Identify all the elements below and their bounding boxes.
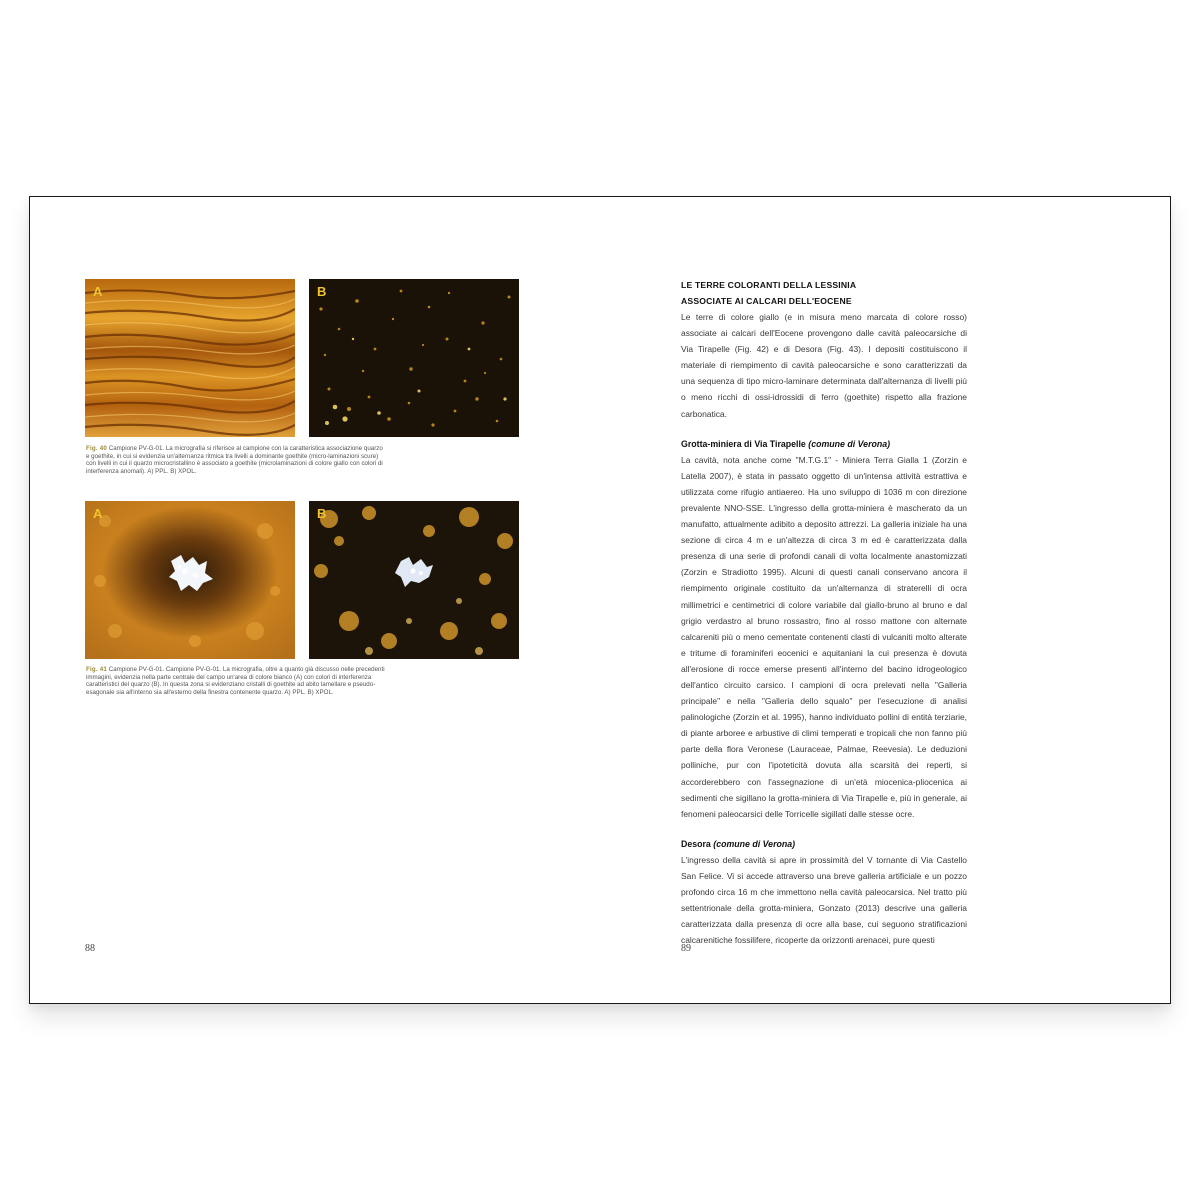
right-page-text — [681, 277, 967, 948]
figure-41-caption — [86, 666, 386, 696]
section-title: Desora — [681, 838, 711, 849]
micrograph-41b — [309, 501, 519, 659]
caption-text: Campione PV-G-01. Campione PV-G-01. La micrografia, oltre a quanto già discusso nelle precedenti immagini, evidenzia nella parte centrale del campo un'area di colore bianco (A) con colori di interferenza caratteristici del quarzo (B). In questa zona si evidenziano cristalli di goethite ad abito lamellare e pseudo-esagonale sia all'interno sia all'esterno della finestra contenente quarzo. A) PPL. B) XPOL. — [86, 666, 385, 696]
panel-label-a: A — [93, 284, 103, 299]
caption-text: Campione PV-G-01. La micrografia si riferisce al campione con la caratteristica associazione quarzo e goethite, in cui si evidenzia un'alternanza ritmica tra livelli a dominante goethite (micro-laminazioni scure) con livelli in cui il quarzo microcristallino è associato a goethite (microlaminazioni di colore giallo con colori di interferenza anomali). A) PPL. B) XPOL. — [86, 445, 383, 475]
section-heading-desora — [681, 836, 967, 852]
micrograph-41a — [85, 501, 295, 659]
section-heading-tirapelle — [681, 436, 967, 452]
panel-label-b: B — [317, 506, 327, 521]
desora-paragraph: L'ingresso della cavità si apre in prossimità del V tornante di Via Castello San Felice. Vi si accede attraverso una breve galleria artificiale e un pozzo profondo circa 16 m che immettono nella cavità paleocarsica. Nel tratto più settentrionale della grotta-miniera, Gonzato (2013) descrive una galleria caratterizzata dalla presenza di ocre alla base, cui seguono stratificazioni calcarenitiche fossilifere, ricoperte da orizzonti arenacei, pure questi — [681, 854, 967, 946]
chapter-heading-line-2: ASSOCIATE AI CALCARI DELL'EOCENE — [681, 296, 852, 306]
figure-40-caption — [86, 445, 386, 475]
micrograph-40a — [85, 279, 295, 437]
caption-figure-number: Fig. 40 — [86, 445, 107, 452]
tirapelle-paragraph: La cavità, nota anche come "M.T.G.1" - Miniera Terra Gialla 1 (Zorzin e Latella 2007), è stata in passato oggetto di un'intensa attività estrattiva e utilizzata come rifugio antiaereo. Ha uno sviluppo di 1036 m con direzione prevalente NNO-SSE. L'ingresso della grotta-miniera è mascherato da un manufatto, attualmente adibito a deposito attrezzi. La galleria iniziale ha una sezione di circa 4 m e un'altezza di circa 3 m ed è caratterizzata dalla presenza di una serie di profondi canali di volta localmente anastomizzati (Zorzin e Stradiotto 1995). Alcuni di questi canali conservano ancora il riempimento originale costituito da un'alternanza di straterelli di ocra millimetrici e centimetrici di colore variabile dal giallo-bruno al bruno e dal grigio verdastro al bruno rossastro, fino al rosso mattone con alternate calcareniti più o meno cementate contenenti clasti di vulcaniti molto alterate e tritume di foraminiferi eocenici e aquitaniani la cui presenza è dovuta all'erosione di rocce emerse presenti all'interno del bacino idrogeologico dell'antico circuito carsico. I campioni di ocra prelevati nella "Galleria principale" e nella "Galleria dello squalo" per l'esecuzione di analisi palinologiche (Zorzin et al. 1995), hanno individuato pollini di entità terziarie, di piante arboree e arbustive di climi temperati e tropicali che non fanno più parte della flora Veronese (Lauraceae, Palmae, Reevesia). Le deduzioni polliniche, pur con l'ipoteticità dovuta alla scarsità dei reperti, si accorderebbero con l'assegnazione di un'età miocenica-pliocenica ai sedimenti che sigillano la grotta-miniera di Via Tirapelle e, più in generale, ai fenomeni paleocarsici delle Torricelle sigillati dalle stesse ocre. — [681, 454, 967, 819]
section-location: (comune di Verona) — [808, 438, 891, 449]
page-number-right: 89 — [681, 943, 691, 954]
micrograph-40b — [309, 279, 519, 437]
panel-label-b: B — [317, 284, 327, 299]
intro-paragraph: Le terre di colore giallo (e in misura meno marcata di colore rosso) associate ai calcari dell'Eocene provengono dalle cavità paleocarsiche di Via Tirapelle (Fig. 42) e di Desora (Fig. 43). I depositi costituiscono il materiale di riempimento di cavità paleocarsiche e sono caratterizzati da una sequenza di tipo micro-laminare determinata dall'alternanza di livelli più o meno ricchi di ossi-idrossidi di ferro (goethite) rispetto alla frazione carbonatica. — [681, 312, 967, 419]
book-spread — [29, 196, 1171, 1004]
section-title: Grotta-miniera di Via Tirapelle — [681, 438, 806, 449]
chapter-heading-line-1: LE TERRE COLORANTI DELLA LESSINIA — [681, 280, 857, 290]
panel-label-a: A — [93, 506, 103, 521]
section-location: (comune di Verona) — [713, 838, 796, 849]
caption-figure-number: Fig. 41 — [86, 666, 107, 673]
page-number-left: 88 — [85, 943, 95, 954]
